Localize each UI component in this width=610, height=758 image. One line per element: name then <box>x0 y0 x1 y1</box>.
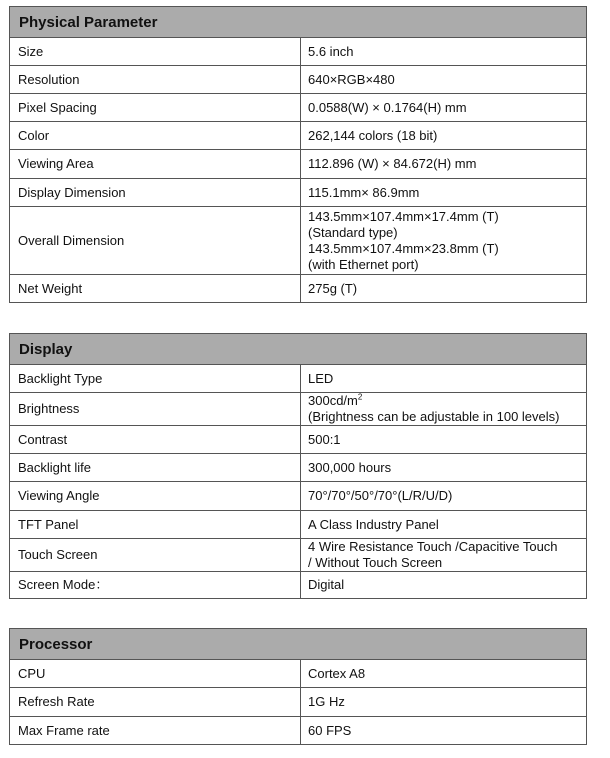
row-label: Color <box>10 122 301 150</box>
value-line: 4 Wire Resistance Touch /Capacitive Touch <box>308 539 558 554</box>
row-value: Digital <box>301 572 587 599</box>
table-row <box>10 482 587 511</box>
brightness-value: 300cd/m <box>308 393 358 408</box>
row-label: Max Frame rate <box>10 717 301 745</box>
table-row <box>10 38 587 66</box>
row-value: 5.6 inch <box>301 38 587 66</box>
table-row <box>10 94 587 122</box>
table-row <box>10 511 587 539</box>
row-label: Refresh Rate <box>10 688 301 717</box>
value-line: / Without Touch Screen <box>308 555 443 570</box>
row-label: Screen Mode： <box>10 572 301 599</box>
row-label: Brightness <box>10 393 301 426</box>
value-line: (Standard type) <box>308 224 398 240</box>
table-row <box>10 688 587 717</box>
table-row <box>10 150 587 179</box>
row-value <box>301 539 587 572</box>
processor-table <box>9 628 587 745</box>
table-row <box>10 572 587 599</box>
physical-parameter-header: Physical Parameter <box>10 7 587 38</box>
table-row <box>10 393 587 426</box>
row-label: Backlight Type <box>10 365 301 393</box>
table-row <box>10 454 587 482</box>
row-value: LED <box>301 365 587 393</box>
value-line <box>308 393 578 409</box>
table-row <box>10 365 587 393</box>
row-label: CPU <box>10 660 301 688</box>
table-row <box>10 539 587 572</box>
row-label: TFT Panel <box>10 511 301 539</box>
row-label: Viewing Angle <box>10 482 301 511</box>
table-row <box>10 122 587 150</box>
table-row <box>10 179 587 207</box>
table-row <box>10 426 587 454</box>
row-value: A Class Industry Panel <box>301 511 587 539</box>
table-row <box>10 66 587 94</box>
row-label: Overall Dimension <box>10 207 301 275</box>
value-line: 143.5mm×107.4mm×23.8mm (T) <box>308 240 499 256</box>
row-value <box>301 393 587 426</box>
physical-parameter-table <box>9 6 587 303</box>
row-label: Contrast <box>10 426 301 454</box>
row-value: 60 FPS <box>301 717 587 745</box>
value-line: (with Ethernet port) <box>308 256 419 272</box>
table-row <box>10 207 587 275</box>
row-label: Resolution <box>10 66 301 94</box>
row-value: 300,000 hours <box>301 454 587 482</box>
row-label: Touch Screen <box>10 539 301 572</box>
row-label: Display Dimension <box>10 179 301 207</box>
display-table <box>9 333 587 599</box>
row-value: Cortex A8 <box>301 660 587 688</box>
row-label: Pixel Spacing <box>10 94 301 122</box>
value-line: (Brightness can be adjustable in 100 levels) <box>308 409 560 424</box>
row-value: 0.0588(W) × 0.1764(H) mm <box>301 94 587 122</box>
value-line: 143.5mm×107.4mm×17.4mm (T) <box>308 208 499 224</box>
row-label: Net Weight <box>10 275 301 303</box>
row-value: 70°/70°/50°/70°(L/R/U/D) <box>301 482 587 511</box>
row-value: 500:1 <box>301 426 587 454</box>
table-row <box>10 660 587 688</box>
display-header: Display <box>10 334 587 365</box>
row-value <box>301 207 587 275</box>
row-label: Size <box>10 38 301 66</box>
row-value: 262,144 colors (18 bit) <box>301 122 587 150</box>
table-row <box>10 275 587 303</box>
row-value: 115.1mm× 86.9mm <box>301 179 587 207</box>
row-value: 640×RGB×480 <box>301 66 587 94</box>
processor-header: Processor <box>10 629 587 660</box>
row-label: Backlight life <box>10 454 301 482</box>
row-value: 1G Hz <box>301 688 587 717</box>
row-value: 112.896 (W) × 84.672(H) mm <box>301 150 587 179</box>
row-value: 275g (T) <box>301 275 587 303</box>
brightness-superscript: 2 <box>357 392 363 402</box>
row-label: Viewing Area <box>10 150 301 179</box>
table-row <box>10 717 587 745</box>
